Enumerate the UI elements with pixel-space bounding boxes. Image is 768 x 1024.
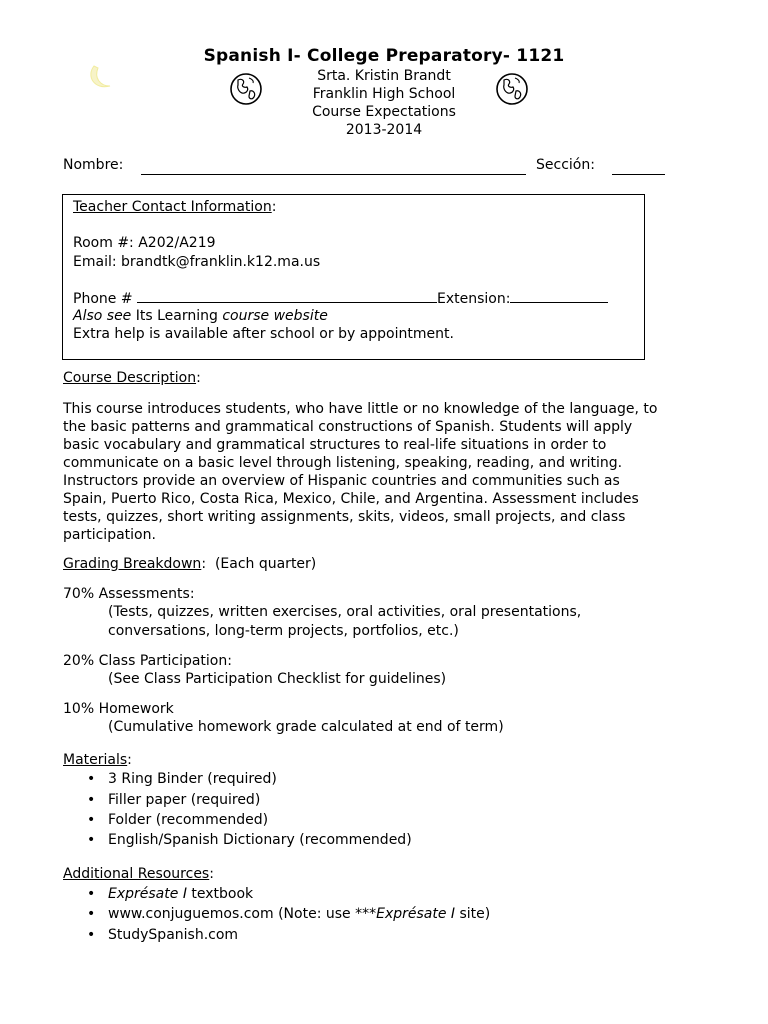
description-line: basic vocabulary and grammatical structures to real-life situations in order to	[63, 437, 607, 453]
list-item: • www.conjuguemos.com (Note: use ***Exprésate I site)	[87, 906, 491, 922]
teacher-name: Srta. Kristin Brandt	[317, 68, 451, 84]
section-field[interactable]	[612, 174, 665, 175]
section-label: Sección:	[536, 157, 595, 173]
course-website-link[interactable]: course website	[222, 308, 328, 324]
description-line: communicate on a basic level through listening, speaking, reading, and writing.	[63, 455, 623, 471]
list-item: • Filler paper (required)	[87, 792, 261, 808]
grading-note: (Each quarter)	[214, 556, 317, 572]
list-item: • Exprésate I textbook	[87, 886, 254, 902]
list-item: • English/Spanish Dictionary (recommended)	[87, 832, 412, 848]
description-line: the basic patterns and grammatical constructions of Spanish. Students will apply	[63, 419, 633, 435]
extension-field[interactable]	[510, 290, 608, 303]
grading-item-detail: (Cumulative homework grade calculated at end of term)	[108, 719, 504, 735]
name-field[interactable]	[141, 174, 526, 175]
extension-label: Extension:	[437, 291, 511, 307]
description-line: tests, quizzes, short writing assignments, skits, videos, small projects, and class	[63, 509, 626, 525]
description-line: Instructors provide an overview of Hispanic countries and communities such as	[63, 473, 620, 489]
contact-heading: Teacher Contact Information	[73, 199, 272, 215]
description-heading: Course Description	[63, 370, 197, 386]
globe-icon	[495, 72, 529, 106]
grading-heading: Grading Breakdown	[63, 556, 202, 572]
globe-icon	[229, 72, 263, 106]
grading-item-detail: (Tests, quizzes, written exercises, oral activities, oral presentations,	[108, 604, 582, 620]
extra-help-text: Extra help is available after school or by appointment.	[73, 326, 454, 342]
room-number: Room #: A202/A219	[73, 235, 216, 251]
list-item: • Folder (recommended)	[87, 812, 269, 828]
document-type: Course Expectations	[312, 104, 456, 120]
grading-item-title: 10% Homework	[63, 701, 174, 717]
description-paragraph	[63, 400, 713, 544]
page-title: Spanish I- College Preparatory- 1121	[203, 46, 565, 66]
name-label: Nombre:	[63, 157, 124, 173]
its-learning-text: Its Learning	[131, 308, 223, 324]
materials-heading: Materials	[63, 752, 128, 768]
description-line: This course introduces students, who have little or no knowledge of the language, to	[63, 401, 658, 417]
description-line: Spain, Puerto Rico, Costa Rica, Mexico, Chile, and Argentina. Assessment includes	[63, 491, 639, 507]
phone-label: Phone #	[73, 291, 133, 307]
resources-heading: Additional Resources	[63, 866, 210, 882]
school-year: 2013-2014	[345, 122, 423, 138]
list-item: • StudySpanish.com	[87, 927, 239, 943]
also-see-text: Also see	[73, 308, 132, 324]
list-item: • 3 Ring Binder (required)	[87, 771, 277, 787]
grading-item-detail: (See Class Participation Checklist for guidelines)	[108, 671, 447, 687]
school-name: Franklin High School	[312, 86, 456, 102]
email-address: Email: brandtk@franklin.k12.ma.us	[73, 254, 321, 270]
contact-box: Teacher Contact Information: Room #: A202/A219 Email: brandtk@franklin.k12.ma.us Phone # Extension: Also see Its Learning course website Extra help is available after school or by appointment.	[62, 194, 645, 360]
description-line: participation.	[63, 527, 156, 543]
grading-item-title: 20% Class Participation:	[63, 653, 232, 669]
grading-item-title: 70% Assessments:	[63, 586, 195, 602]
grading-item-detail: conversations, long-term projects, portfolios, etc.)	[108, 623, 459, 639]
phone-field[interactable]	[137, 290, 437, 303]
